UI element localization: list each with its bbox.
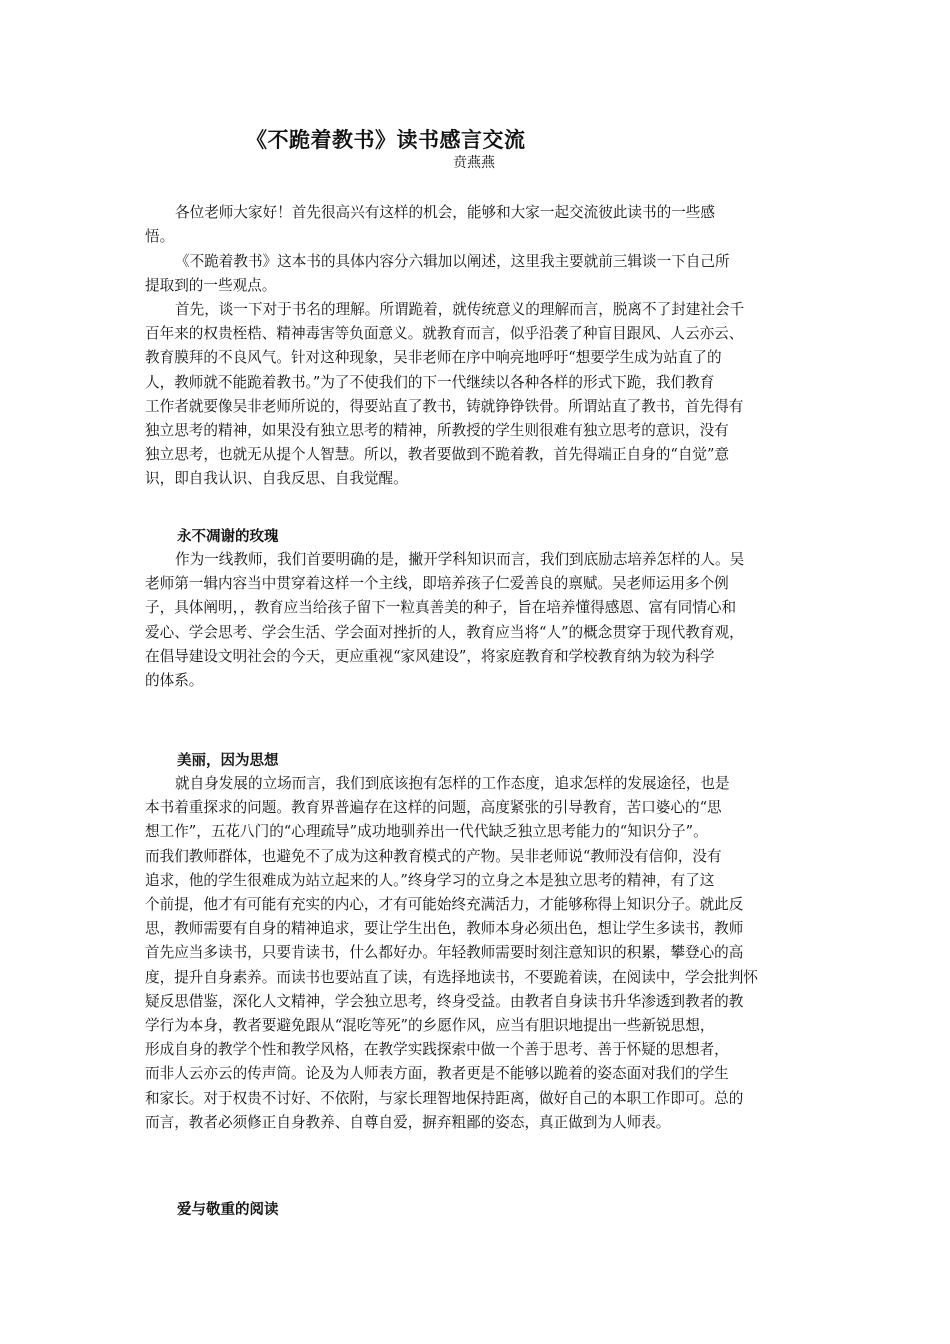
section-heading-love-respect-reading: 爱与敬重的阅读 <box>177 1202 279 1218</box>
document-title: 《不跪着教书》读书感言交流 <box>246 128 526 152</box>
paragraph-book-overview: 《不跪着教书》这本书的具体内容分六辑加以阐述，这里我主要就前三辑谈一下自己所 提取到的一些观点。 <box>145 253 730 295</box>
section-heading-rose: 永不凋谢的玫瑰 <box>177 529 279 545</box>
paragraph-section-beauty-thought: 就自身发展的立场而言，我们到底该抱有怎样的工作态度，追求怎样的发展途径，也是 本书着重探求的问题。教育界普遍存在这样的问题，高度紧张的引导教育，苦口婆心的“思 想工作”，五花八门的“心理疏导”成功地驯养出一代代缺乏独立思考能力的“知识分子”。 而我们教师群体，也避免不了成为这种教育模式的产物。吴非老师说“教师没有信仰，没有 追求，他的学生很难成为站立起来的人。”终身学习的立身之本是独立思考的精神，有了这 个前提，他才有可能有充实的内心，才有可能始终充满活力，才能够称得上知识分子。就此反 思，教师需要有自身的精神追求，要让学生出色，教师本身必须出色，想让学生多读书，教师 首先应当多读书，只要肯读书，什么都好办。年轻教师需要时刻注意知识的积累，攀登心的高 度，提升自身素养。而读书也要站直了读，有选择地读书，不要跪着读，在阅读中，学会批判怀 疑反思借鉴，深化人文精神，学会独立思考，终身受益。由教者自身读书升华渗透到教者的教 学行为本身，教者要避免跟从“混吃等死”的乡愿作风，应当有胆识地提出一些新锐思想， 形成自身的教学个性和教学风格，在教学实践探索中做一个善于思考、善于怀疑的思想者， 而非人云亦云的传声筒。论及为人师表方面，教者更是不能够以跪着的姿态面对我们的学生 和家长。对于权贵不讨好、不依附，与家长理智地保持距离，做好自己的本职工作即可。总的 而言，教者必须修正自身教养、自尊自爱，摒弃粗鄙的姿态，真正做到为人师表。 <box>145 775 758 1131</box>
paragraph-greeting: 各位老师大家好！首先很高兴有这样的机会，能够和大家一起交流彼此读书的一些感 悟。 <box>145 204 715 246</box>
paragraph-section-rose: 作为一线教师，我们首要明确的是，撇开学科知识而言，我们到底励志培养怎样的人。吴 老师第一辑内容当中贯穿着这样一个主线，即培养孩子仁爱善良的禀赋。吴老师运用多个例 子，具体阐明，，教育应当给孩子留下一粒真善美的种子，旨在培养懂得感恩、富有同情心和 爱心、学会思考、学会生活、学会面对挫折的人，教育应当将“人”的概念贯穿于现代教育观， 在倡导建设文明社会的今天，更应重视“家风建设”，将家庭教育和学校教育纳为较为科学 的体系。 <box>145 551 745 690</box>
paragraph-title-understanding: 首先，谈一下对于书名的理解。所谓跪着，就传统意义的理解而言，脱离不了封建社会千 百年来的权贵桎梏、精神毒害等负面意义。就教育而言，似乎沿袭了种盲目跟风、人云亦云、 教育膜拜的不良风气。针对这种现象，吴非老师在序中响亮地呼吁“想要学生成为站直了的 人，教师就不能跪着教书。”为了不使我们的下一代继续以各种各样的形式下跪，我们教育 工作者就要像吴非老师所说的，得要站直了教书，铸就铮铮铁骨。所谓站直了教书，首先得有 独立思考的精神，如果没有独立思考的精神，所教授的学生则很难有独立思考的意识，没有 独立思考，也就无从提个人智慧。所以，教者要做到不跪着教，首先得端正自身的“自觉”意 识，即自我认识、自我反思、自我觉醒。 <box>145 301 745 488</box>
author-name: 贲燕燕 <box>453 155 495 171</box>
section-heading-beauty-thought: 美丽，因为思想 <box>177 753 279 769</box>
